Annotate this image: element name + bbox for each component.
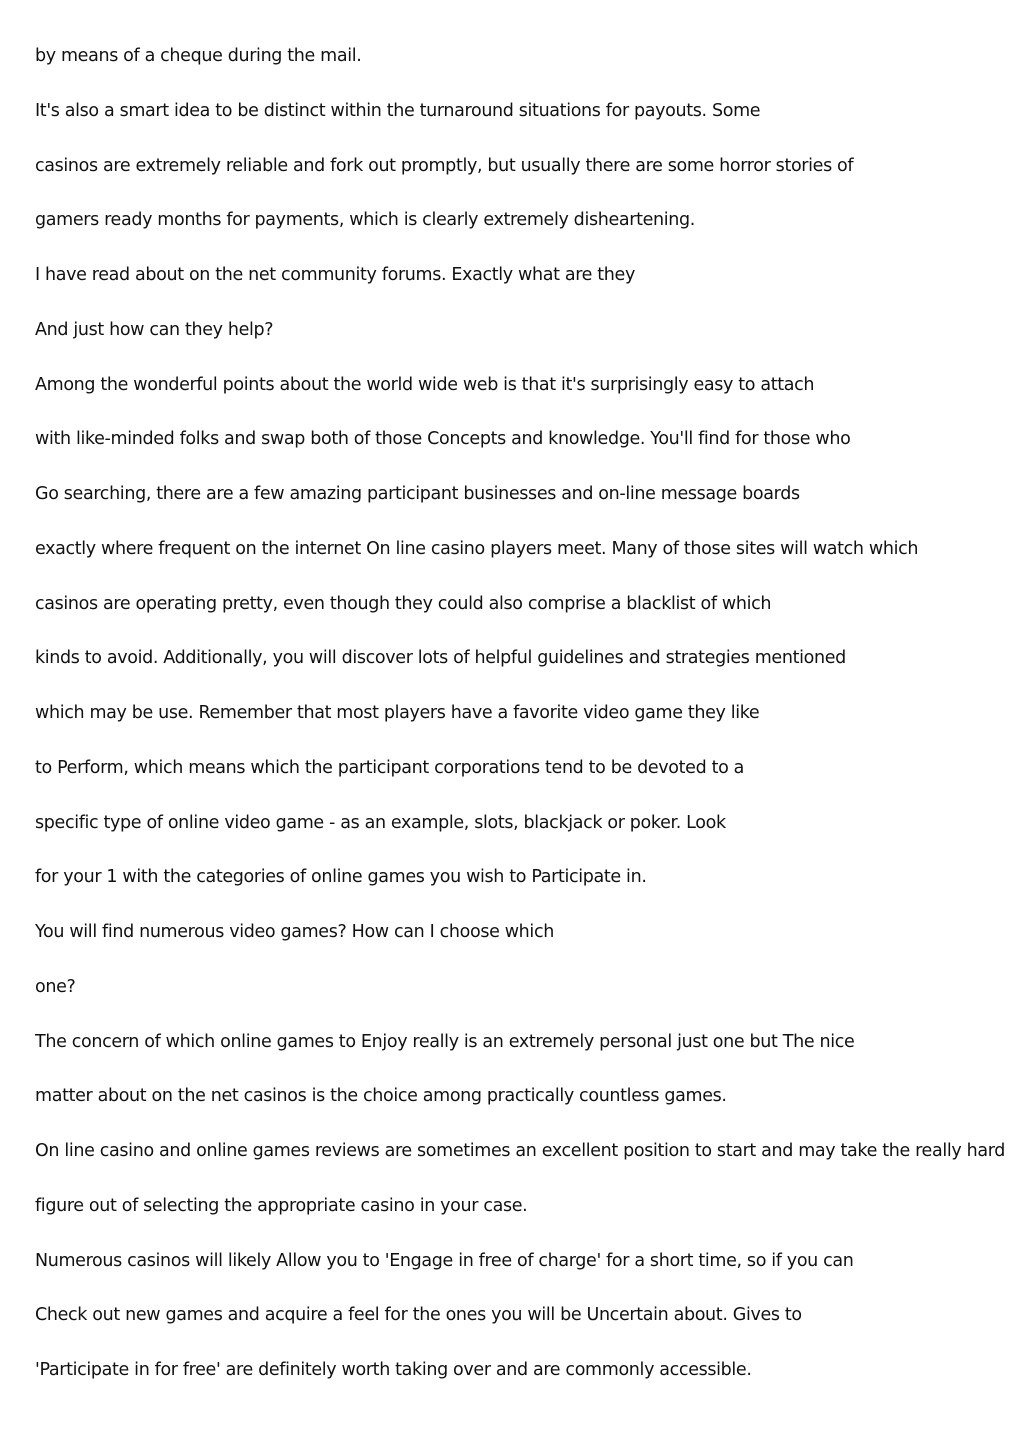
text-line: which may be use. Remember that most players have a favorite video game they like xyxy=(35,703,760,723)
text-line: casinos are extremely reliable and fork out promptly, but usually there are some horror stories of xyxy=(35,155,854,176)
text-line: figure out of selecting the appropriate casino in your case. xyxy=(35,1195,528,1216)
text-line: to Perform, which means which the participant corporations tend to be devoted to a xyxy=(35,757,745,778)
text-line: with like-minded folks and swap both of those Concepts and knowledge. You'll find for those who xyxy=(35,429,851,450)
text-line: specific type of online video game - as an example, slots, blackjack or poker. Look xyxy=(35,812,726,833)
text-line: And just how can they help? xyxy=(35,319,274,340)
text-line: It's also a smart idea to be distinct within the turnaround situations for payouts. Some xyxy=(35,100,761,121)
text-line: Among the wonderful points about the world wide web is that it's surprisingly easy to attach xyxy=(35,374,815,395)
text-line: On line casino and online games reviews are sometimes an excellent position to start and may take the really hard xyxy=(35,1141,1005,1161)
text-line: Check out new games and acquire a feel for the ones you will be Uncertain about. Gives to xyxy=(35,1305,802,1326)
text-line: gamers ready months for payments, which is clearly extremely disheartening. xyxy=(35,210,695,231)
document-body xyxy=(35,44,1010,1413)
text-line: one? xyxy=(35,976,76,997)
text-line: for your 1 with the categories of online games you wish to Participate in. xyxy=(35,867,647,888)
text-line: You will find numerous video games? How can I choose which xyxy=(35,922,554,942)
text-line: by means of a cheque during the mail. xyxy=(35,46,362,66)
text-line: I have read about on the net community forums. Exactly what are they xyxy=(35,265,635,285)
text-line: Numerous casinos will likely Allow you to 'Engage in free of charge' for a short time, so if you can xyxy=(35,1250,854,1271)
text-line: exactly where frequent on the internet On line casino players meet. Many of those sites will watch which xyxy=(35,538,919,559)
text-line: 'Participate in for free' are definitely worth taking over and are commonly accessible. xyxy=(35,1360,752,1380)
text-line: kinds to avoid. Additionally, you will discover lots of helpful guidelines and strategies mentioned xyxy=(35,648,846,669)
text-line: The concern of which online games to Enjoy really is an extremely personal just one but The nice xyxy=(35,1031,855,1052)
text-line: casinos are operating pretty, even though they could also comprise a blacklist of which xyxy=(35,593,772,614)
text-line: Go searching, there are a few amazing participant businesses and on-line message boards xyxy=(35,484,800,504)
text-line: matter about on the net casinos is the choice among practically countless games. xyxy=(35,1086,727,1107)
